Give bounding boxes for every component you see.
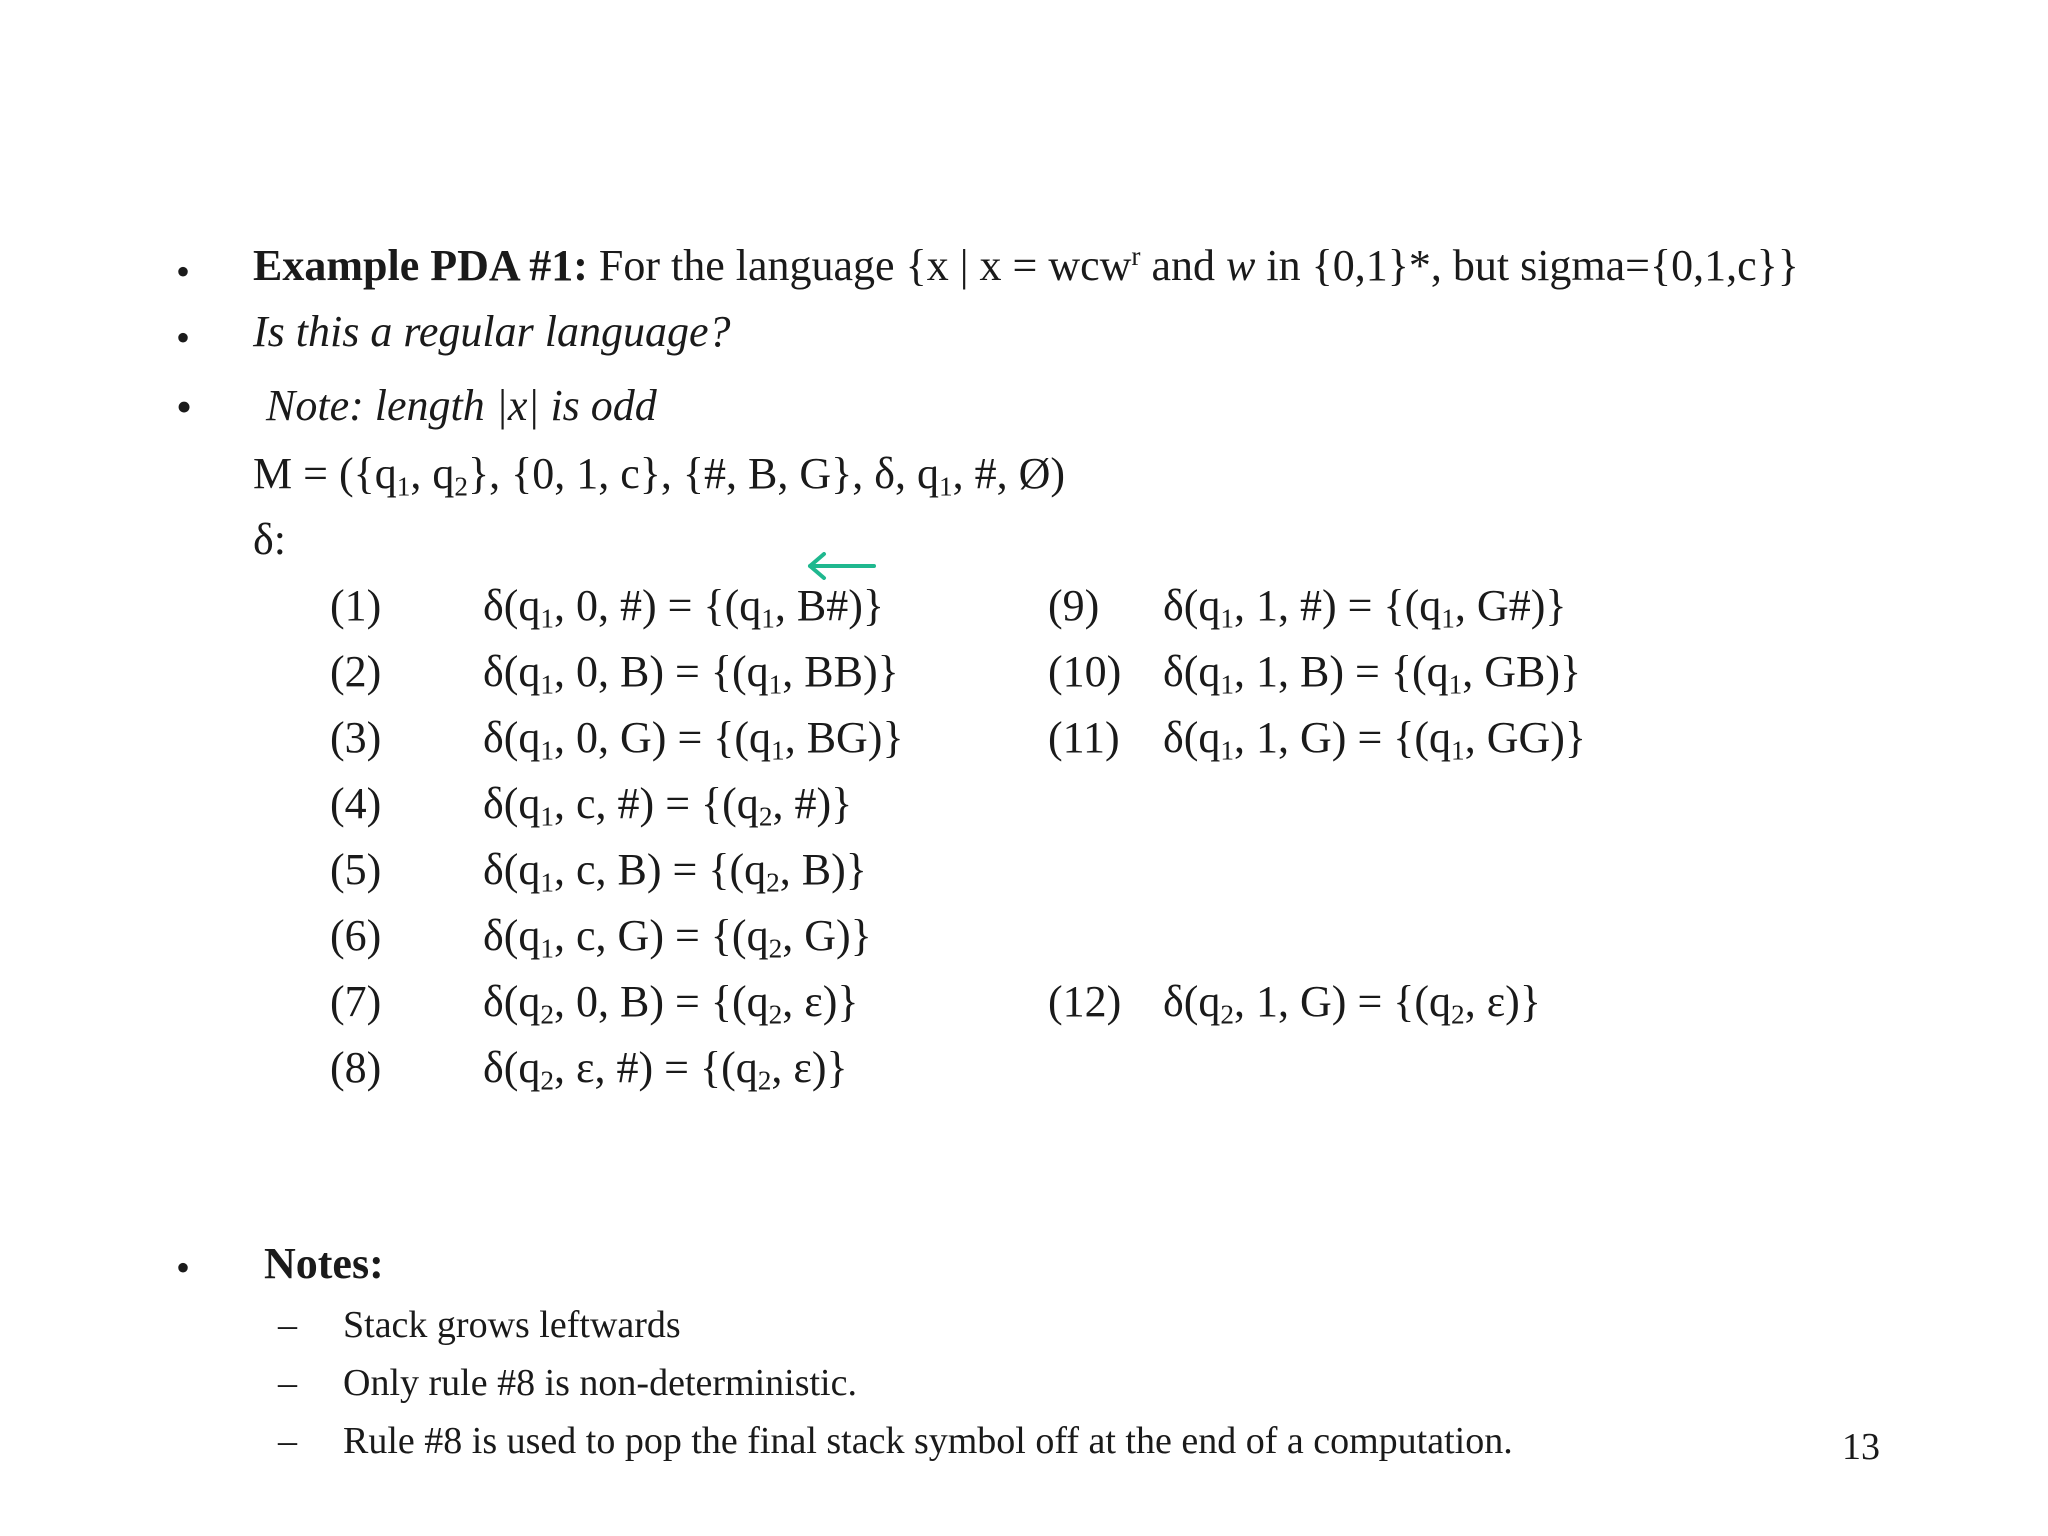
rule-a: 1 bbox=[1220, 669, 1235, 700]
notes-heading-bold: Notes: bbox=[264, 1239, 384, 1288]
rule-number: (3) bbox=[330, 713, 382, 762]
rule-pre: δ(q bbox=[1163, 977, 1221, 1026]
note-text bbox=[266, 381, 657, 430]
note-item: Rule #8 is used to pop the final stack symbol off at the end of a computation. bbox=[343, 1420, 1513, 1462]
rule-equation bbox=[483, 581, 885, 634]
example-text-2: and bbox=[1140, 241, 1227, 290]
rule-pre: δ(q bbox=[483, 977, 541, 1026]
rule-a: 1 bbox=[1220, 603, 1235, 634]
rule-equation bbox=[483, 977, 859, 1030]
example-w: w bbox=[1226, 241, 1256, 290]
question-text bbox=[253, 307, 731, 356]
rule-b: 1 bbox=[761, 603, 775, 634]
rule-b: 1 bbox=[1448, 669, 1463, 700]
rule-a: 1 bbox=[540, 801, 555, 832]
machine-suffix: , #, Ø) bbox=[952, 449, 1066, 498]
rule-a: 2 bbox=[540, 1065, 555, 1096]
rule-mid: , 0, B) = {(q bbox=[554, 647, 769, 696]
rule-mid: , 1, G) = {(q bbox=[1234, 977, 1452, 1026]
rule-equation bbox=[1163, 581, 1567, 634]
rule-equation bbox=[483, 911, 872, 964]
rule-pre: δ(q bbox=[483, 647, 541, 696]
notes-heading bbox=[264, 1239, 384, 1288]
rule-number: (11) bbox=[1048, 713, 1120, 762]
rule-equation bbox=[483, 779, 853, 832]
rule-number: (8) bbox=[330, 1043, 382, 1092]
machine-sub-1: 1 bbox=[396, 471, 411, 502]
rule-mid: , 0, #) = {(q bbox=[554, 581, 762, 630]
rule-mid: , c, G) = {(q bbox=[554, 911, 769, 960]
rule-number: (7) bbox=[330, 977, 382, 1026]
rule-pre: δ(q bbox=[483, 845, 541, 894]
rule-post: , BG)} bbox=[784, 713, 904, 762]
question-italic: Is this a regular language? bbox=[253, 307, 731, 356]
rule-b: 2 bbox=[766, 867, 780, 898]
rule-mid: , ε, #) = {(q bbox=[554, 1043, 758, 1092]
bullet-icon: • bbox=[176, 381, 193, 432]
rule-pre: δ(q bbox=[1163, 581, 1221, 630]
rule-number: (10) bbox=[1048, 647, 1122, 696]
rule-pre: δ(q bbox=[483, 911, 541, 960]
rule-post: , ε)} bbox=[782, 977, 859, 1026]
rule-b: 2 bbox=[768, 999, 783, 1030]
rule-post: , GG)} bbox=[1464, 713, 1587, 762]
rule-number: (1) bbox=[330, 581, 382, 630]
rule-post: , GB)} bbox=[1462, 647, 1582, 696]
rule-number: (12) bbox=[1048, 977, 1122, 1026]
rule-equation bbox=[483, 1043, 848, 1096]
rule-b: 1 bbox=[771, 735, 785, 766]
rule-equation bbox=[1163, 647, 1582, 700]
note-item: Only rule #8 is non-deterministic. bbox=[343, 1362, 857, 1404]
machine-prefix: M = ({q bbox=[253, 449, 397, 498]
rule-equation bbox=[1163, 977, 1541, 1030]
rule-b: 1 bbox=[768, 669, 783, 700]
rule-mid: , 1, G) = {(q bbox=[1234, 713, 1452, 762]
rule-b: 2 bbox=[768, 933, 783, 964]
rule-number: (6) bbox=[330, 911, 382, 960]
example-heading bbox=[253, 241, 1799, 290]
rule-number: (2) bbox=[330, 647, 382, 696]
machine-mid-1: , q bbox=[410, 449, 455, 498]
rule-mid: , 1, B) = {(q bbox=[1234, 647, 1449, 696]
rule-equation bbox=[483, 845, 867, 898]
dash-icon: – bbox=[278, 1420, 297, 1462]
bullet-icon: • bbox=[176, 249, 191, 294]
rule-b: 2 bbox=[757, 1065, 772, 1096]
note-italic: Note: length |x| is odd bbox=[266, 381, 657, 430]
rule-b: 1 bbox=[1441, 603, 1455, 634]
rule-number: (5) bbox=[330, 845, 382, 894]
page-number: 13 bbox=[1842, 1426, 1880, 1468]
rule-b: 2 bbox=[1451, 999, 1465, 1030]
rule-a: 1 bbox=[540, 603, 555, 634]
rule-equation bbox=[1163, 713, 1587, 766]
rule-post: , G)} bbox=[782, 911, 872, 960]
example-text-1: For the language {x | x = wcw bbox=[587, 241, 1132, 290]
rule-mid: , c, B) = {(q bbox=[554, 845, 767, 894]
rule-pre: δ(q bbox=[483, 1043, 541, 1092]
example-sup: r bbox=[1131, 241, 1141, 271]
rule-post: , G#)} bbox=[1454, 581, 1567, 630]
rule-a: 1 bbox=[540, 933, 555, 964]
machine-sub-2: 2 bbox=[454, 471, 468, 502]
rule-pre: δ(q bbox=[483, 581, 541, 630]
rule-a: 1 bbox=[540, 867, 555, 898]
rule-post: , BB)} bbox=[782, 647, 899, 696]
rule-post: , ε)} bbox=[771, 1043, 848, 1092]
rule-pre: δ(q bbox=[1163, 647, 1221, 696]
example-label: Example PDA #1: bbox=[253, 241, 588, 290]
bullet-icon: • bbox=[176, 1245, 191, 1290]
left-arrow-icon bbox=[804, 552, 876, 580]
rule-a: 1 bbox=[540, 669, 555, 700]
rule-mid: , 0, B) = {(q bbox=[554, 977, 769, 1026]
bullet-icon: • bbox=[176, 315, 191, 360]
rule-number: (9) bbox=[1048, 581, 1100, 630]
rule-equation bbox=[483, 647, 899, 700]
dash-icon: – bbox=[278, 1304, 297, 1346]
rule-mid: , c, #) = {(q bbox=[554, 779, 759, 828]
rule-a: 1 bbox=[1220, 735, 1235, 766]
rule-mid: , 1, #) = {(q bbox=[1234, 581, 1442, 630]
rule-a: 1 bbox=[540, 735, 555, 766]
rule-post: , #)} bbox=[772, 779, 853, 828]
rule-a: 2 bbox=[540, 999, 555, 1030]
machine-definition bbox=[253, 449, 1066, 502]
rule-pre: δ(q bbox=[483, 779, 541, 828]
rule-post: , B#)} bbox=[774, 581, 885, 630]
machine-mid-2: }, {0, 1, c}, {#, B, G}, δ, q bbox=[468, 449, 939, 498]
example-text-3: in {0,1}*, but sigma={0,1,c}} bbox=[1255, 241, 1799, 290]
dash-icon: – bbox=[278, 1362, 297, 1404]
rule-number: (4) bbox=[330, 779, 382, 828]
delta-label: δ: bbox=[253, 515, 286, 564]
rule-pre: δ(q bbox=[483, 713, 541, 762]
rule-a: 2 bbox=[1220, 999, 1235, 1030]
rule-post: , B)} bbox=[779, 845, 867, 894]
rule-b: 2 bbox=[758, 801, 773, 832]
note-item: Stack grows leftwards bbox=[343, 1304, 681, 1346]
rule-pre: δ(q bbox=[1163, 713, 1221, 762]
rule-post: , ε)} bbox=[1464, 977, 1541, 1026]
rule-b: 1 bbox=[1451, 735, 1465, 766]
rule-equation bbox=[483, 713, 904, 766]
machine-sub-3: 1 bbox=[938, 471, 953, 502]
rule-mid: , 0, G) = {(q bbox=[554, 713, 772, 762]
